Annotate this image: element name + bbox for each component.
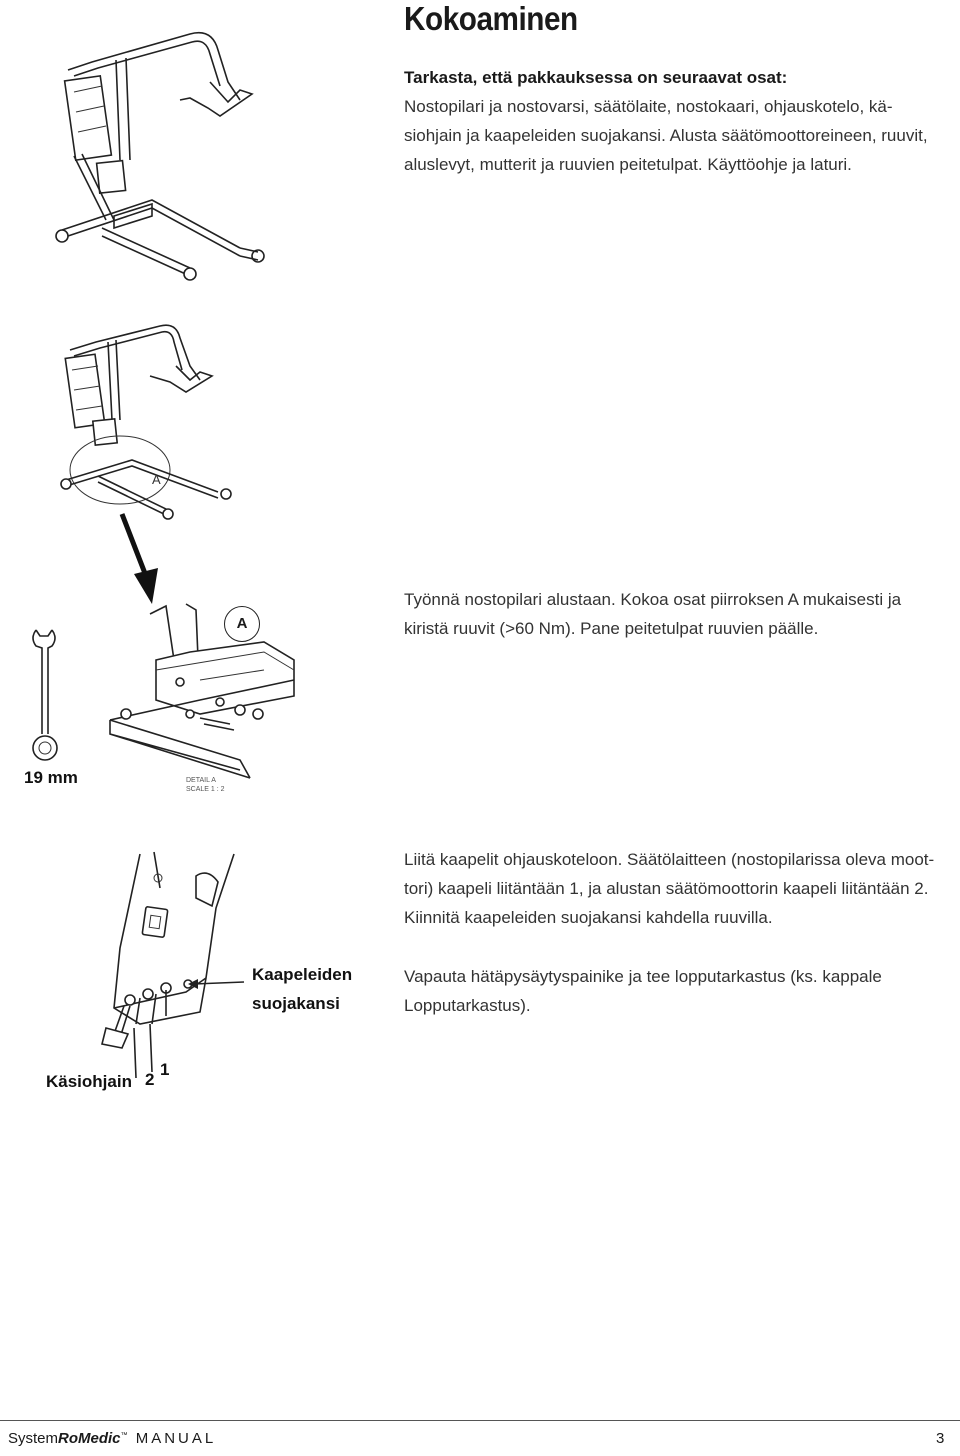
patient-lift-illustration (40, 20, 280, 280)
cable-cover-label (252, 960, 352, 1018)
contents-text (404, 92, 944, 179)
footer-divider (0, 1420, 960, 1421)
text-line: Kiinnitä kaapeleiden suojakansi kahdella ruuvilla. (404, 908, 773, 927)
label-line: suojakansi (252, 994, 340, 1013)
text-line: kiristä ruuvit (>60 Nm). Pane peitetulpat ruuvien päälle. (404, 619, 819, 638)
page-number: 3 (936, 1430, 945, 1447)
text-line: aluslevyt, mutterit ja ruuvien peitetulpat. Käyttöohje ja laturi. (404, 155, 852, 174)
assembly-step-text (404, 585, 944, 643)
text-line: Työnnä nostopilari alustaan. Kokoa osat piirroksen A mukaisesti ja (404, 590, 902, 609)
text-line: Nostopilari ja nostovarsi, säätölaite, nostokaari, ohjauskotelo, kä- (404, 97, 893, 116)
brand-tm: ™ (120, 1432, 128, 1439)
wrench-icon (26, 624, 66, 764)
page-title: Kokoaminen (404, 0, 578, 37)
detail-a-label: A (236, 615, 248, 632)
label-line: Kaapeleiden (252, 965, 353, 984)
text-line: siohjain ja kaapeleiden suojakansi. Alusta säätömoottoreineen, ruuvit, (404, 126, 928, 145)
connector-1-label: 1 (160, 1060, 170, 1079)
connector-2-label: 2 (145, 1070, 155, 1089)
text-line: tori) kaapeli liitäntään 1, ja alustan säätömoottorin kaapeli liitäntään 2. (404, 879, 929, 898)
lift-detail-illustration (50, 320, 270, 520)
text-line: Vapauta hätäpysäytyspainike ja tee lopputarkastus (ks. kappale (404, 967, 882, 986)
brand-system: System (8, 1430, 59, 1447)
detail-caption-line: DETAIL A (186, 777, 216, 784)
manual-label: MANUAL (135, 1430, 217, 1447)
text-line: Lopputarkastus). (404, 996, 531, 1015)
contents-subtitle: Tarkasta, että pakkauksessa on seuraavat osat: (404, 68, 788, 87)
text-line: Liitä kaapelit ohjauskoteloon. Säätölaitteen (nostopilarissa oleva moot- (404, 850, 935, 869)
detail-marker: A (152, 472, 161, 487)
detail-caption (186, 776, 225, 794)
down-arrow-icon (118, 510, 168, 610)
cable-instructions (404, 845, 954, 932)
control-box-illustration (100, 848, 250, 1058)
brand-romedic: RoMedic (58, 1430, 121, 1447)
hand-control-label: Käsiohjain (46, 1072, 132, 1091)
final-check-text (404, 962, 954, 1020)
base-detail-illustration (100, 600, 300, 780)
detail-caption-line: SCALE 1 : 2 (186, 786, 225, 793)
cover-arrow-icon (186, 972, 246, 992)
wrench-size-label: 19 mm (24, 768, 78, 787)
footer-brand (8, 1430, 216, 1447)
